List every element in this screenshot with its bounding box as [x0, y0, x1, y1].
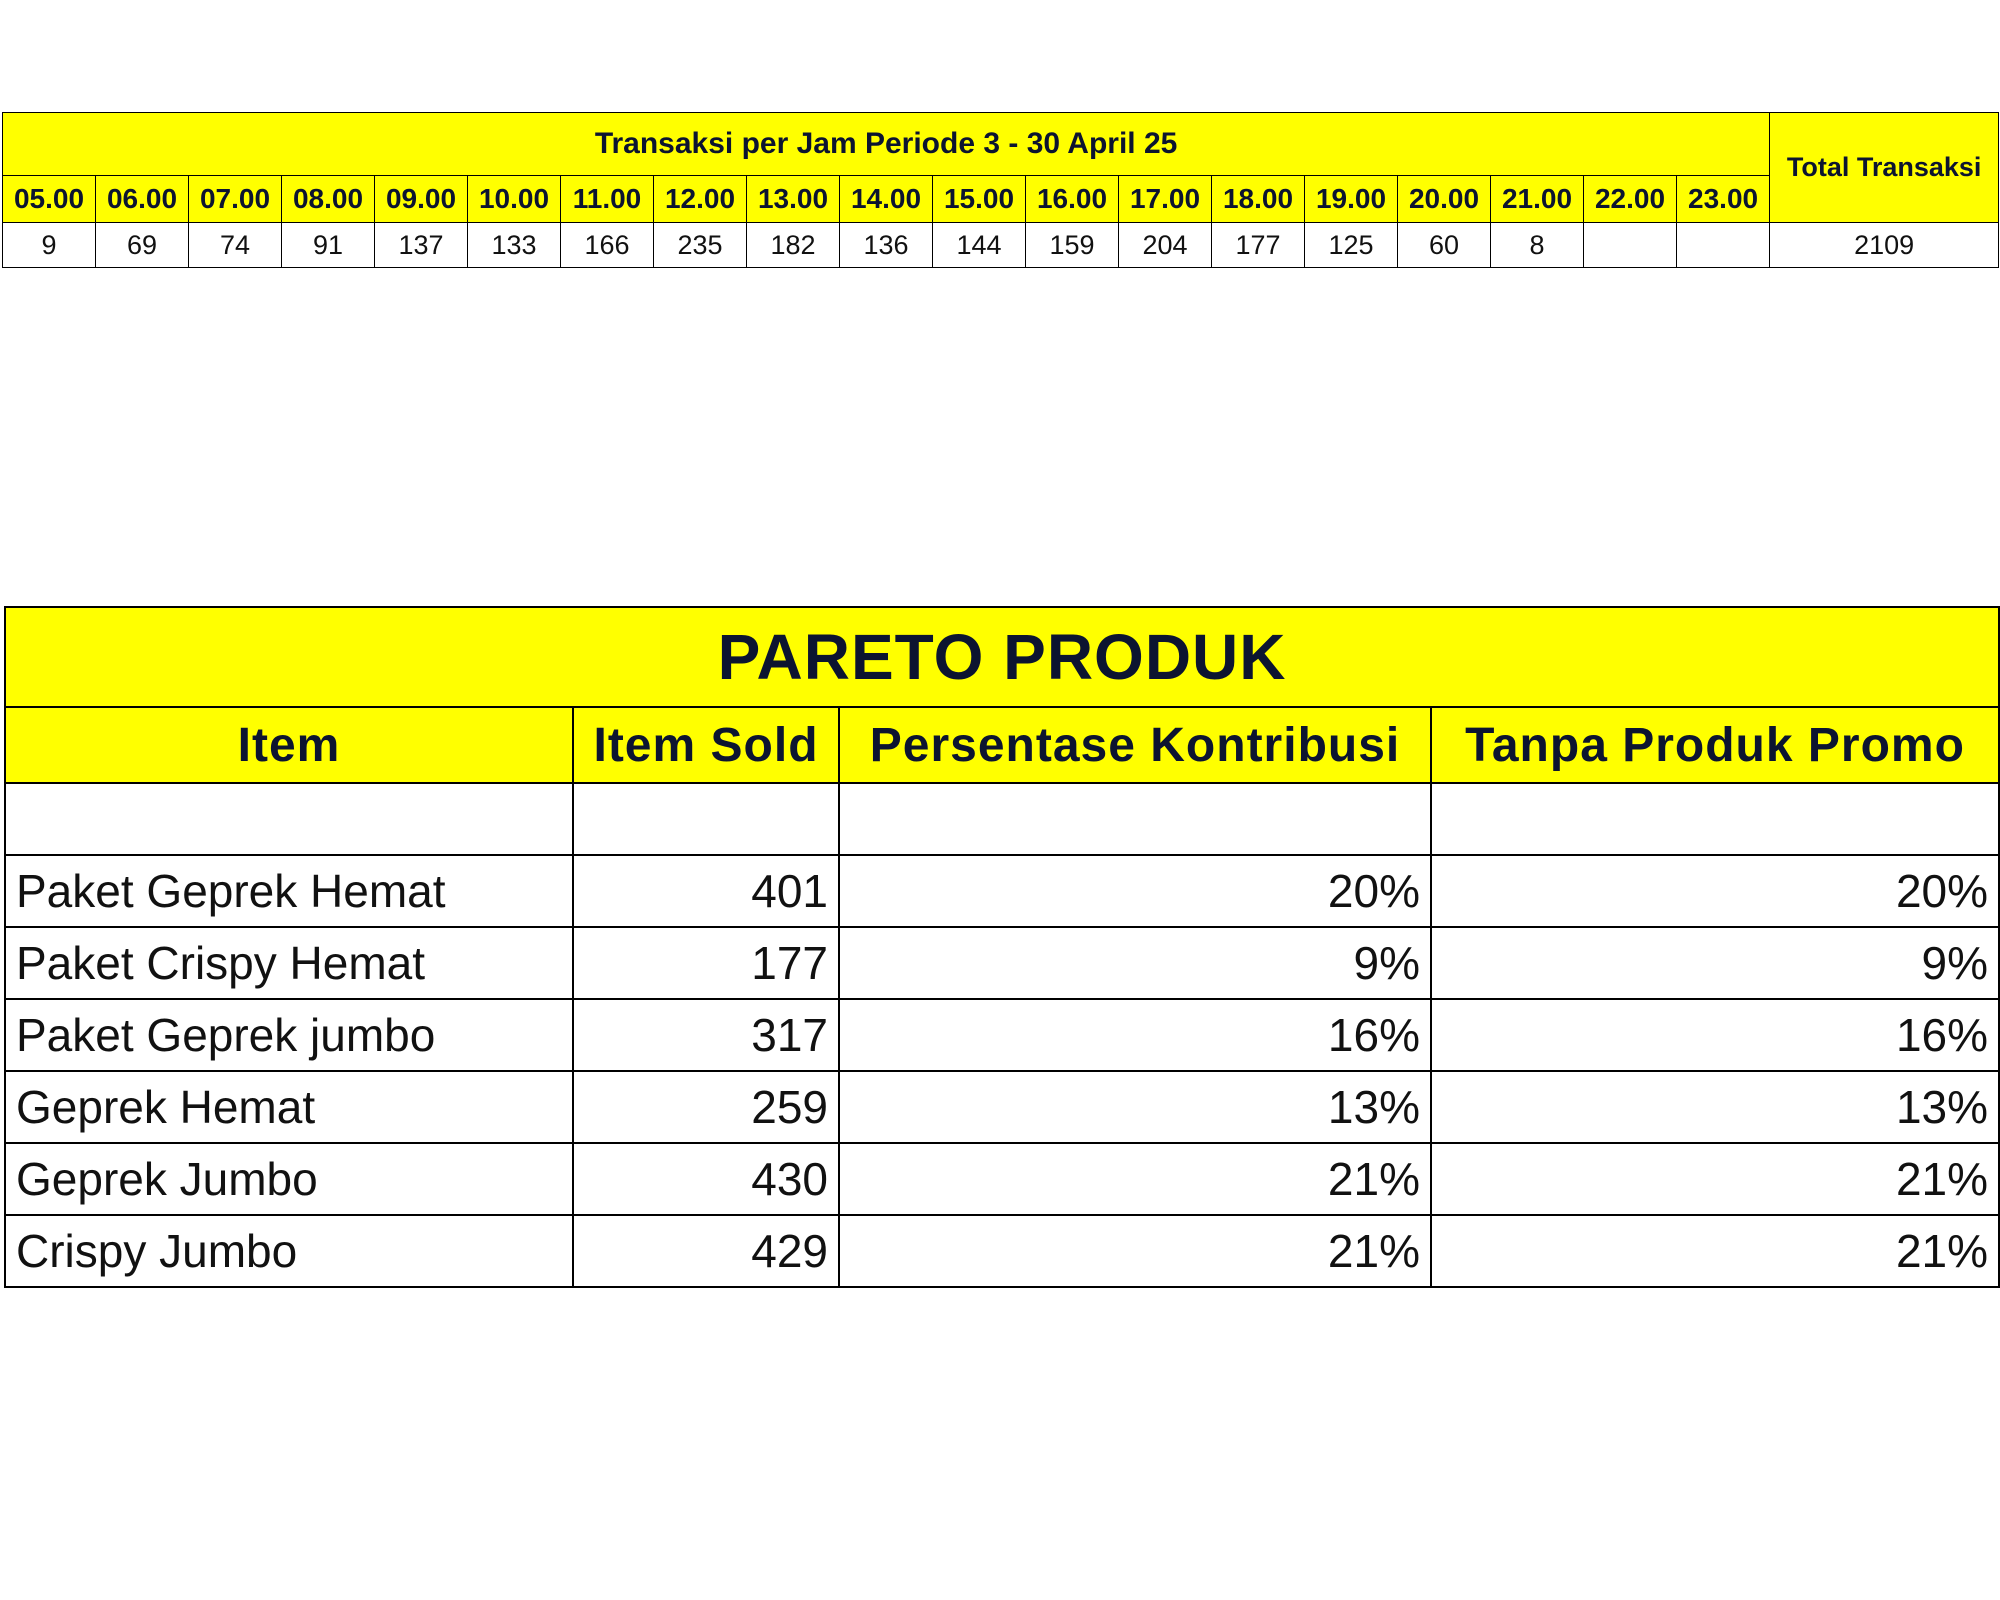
hour-header-cell: 06.00: [96, 176, 189, 223]
hour-value-cell: 182: [747, 223, 840, 268]
hour-value-cell: 235: [654, 223, 747, 268]
item-name-cell: Geprek Hemat: [5, 1071, 573, 1143]
hour-header-cell: 13.00: [747, 176, 840, 223]
pareto-row: [5, 1215, 1999, 1287]
blank-cell: [573, 783, 839, 855]
no-promo-cell: 21%: [1431, 1215, 1999, 1287]
blank-cell: [1431, 783, 1999, 855]
no-promo-cell: 9%: [1431, 927, 1999, 999]
hour-header-cell: 15.00: [933, 176, 1026, 223]
hourly-table-title: Transaksi per Jam Periode 3 - 30 April 25: [3, 113, 1770, 176]
hour-value-cell: 166: [561, 223, 654, 268]
hour-header-cell: 18.00: [1212, 176, 1305, 223]
total-transactions-header: Total Transaksi: [1770, 113, 1999, 223]
hour-value-cell: 177: [1212, 223, 1305, 268]
hourly-title-row: [3, 113, 1999, 176]
header-no-promo: Tanpa Produk Promo: [1431, 707, 1999, 783]
hour-value-cell: 204: [1119, 223, 1212, 268]
item-name-cell: Paket Geprek jumbo: [5, 999, 573, 1071]
hour-value-cell: 144: [933, 223, 1026, 268]
no-promo-cell: 21%: [1431, 1143, 1999, 1215]
no-promo-cell: 16%: [1431, 999, 1999, 1071]
hour-header-cell: 11.00: [561, 176, 654, 223]
blank-cell: [839, 783, 1431, 855]
hour-value-cell: 9: [3, 223, 96, 268]
hour-value-cell: 91: [282, 223, 375, 268]
item-name-cell: Paket Crispy Hemat: [5, 927, 573, 999]
pareto-row: [5, 1143, 1999, 1215]
hour-value-cell: [1584, 223, 1677, 268]
hour-header-cell: 10.00: [468, 176, 561, 223]
pareto-row: [5, 927, 1999, 999]
hour-value-cell: [1677, 223, 1770, 268]
item-sold-cell: 430: [573, 1143, 839, 1215]
hour-header-cell: 08.00: [282, 176, 375, 223]
hour-header-cell: 21.00: [1491, 176, 1584, 223]
pareto-title-row: [5, 607, 1999, 707]
contribution-cell: 20%: [839, 855, 1431, 927]
hour-value-row: [3, 223, 1999, 268]
header-item-sold: Item Sold: [573, 707, 839, 783]
hour-header-row: [3, 176, 1999, 223]
hour-header-cell: 17.00: [1119, 176, 1212, 223]
hourly-transactions-table: [2, 112, 1999, 268]
item-sold-cell: 401: [573, 855, 839, 927]
hour-header-cell: 09.00: [375, 176, 468, 223]
total-transactions-value: 2109: [1770, 223, 1999, 268]
contribution-cell: 16%: [839, 999, 1431, 1071]
hour-header-cell: 23.00: [1677, 176, 1770, 223]
item-name-cell: Paket Geprek Hemat: [5, 855, 573, 927]
no-promo-cell: 20%: [1431, 855, 1999, 927]
pareto-blank-row: [5, 783, 1999, 855]
pareto-row: [5, 999, 1999, 1071]
no-promo-cell: 13%: [1431, 1071, 1999, 1143]
item-sold-cell: 317: [573, 999, 839, 1071]
item-sold-cell: 177: [573, 927, 839, 999]
hour-value-cell: 136: [840, 223, 933, 268]
hour-value-cell: 125: [1305, 223, 1398, 268]
item-sold-cell: 429: [573, 1215, 839, 1287]
hour-header-cell: 16.00: [1026, 176, 1119, 223]
hour-header-cell: 14.00: [840, 176, 933, 223]
hour-header-cell: 22.00: [1584, 176, 1677, 223]
hour-value-cell: 133: [468, 223, 561, 268]
contribution-cell: 9%: [839, 927, 1431, 999]
pareto-row: [5, 1071, 1999, 1143]
hour-value-cell: 60: [1398, 223, 1491, 268]
hour-header-cell: 05.00: [3, 176, 96, 223]
hour-value-cell: 159: [1026, 223, 1119, 268]
hour-header-cell: 19.00: [1305, 176, 1398, 223]
item-name-cell: Crispy Jumbo: [5, 1215, 573, 1287]
item-sold-cell: 259: [573, 1071, 839, 1143]
header-item: Item: [5, 707, 573, 783]
contribution-cell: 21%: [839, 1215, 1431, 1287]
hour-value-cell: 8: [1491, 223, 1584, 268]
hour-value-cell: 137: [375, 223, 468, 268]
pareto-title: PARETO PRODUK: [5, 607, 1999, 707]
header-contribution: Persentase Kontribusi: [839, 707, 1431, 783]
hour-value-cell: 74: [189, 223, 282, 268]
contribution-cell: 13%: [839, 1071, 1431, 1143]
hour-value-cell: 69: [96, 223, 189, 268]
hour-header-cell: 12.00: [654, 176, 747, 223]
hour-header-cell: 07.00: [189, 176, 282, 223]
item-name-cell: Geprek Jumbo: [5, 1143, 573, 1215]
pareto-header-row: [5, 707, 1999, 783]
hour-header-cell: 20.00: [1398, 176, 1491, 223]
contribution-cell: 21%: [839, 1143, 1431, 1215]
blank-cell: [5, 783, 573, 855]
pareto-row: [5, 855, 1999, 927]
pareto-product-table: [4, 606, 2000, 1288]
